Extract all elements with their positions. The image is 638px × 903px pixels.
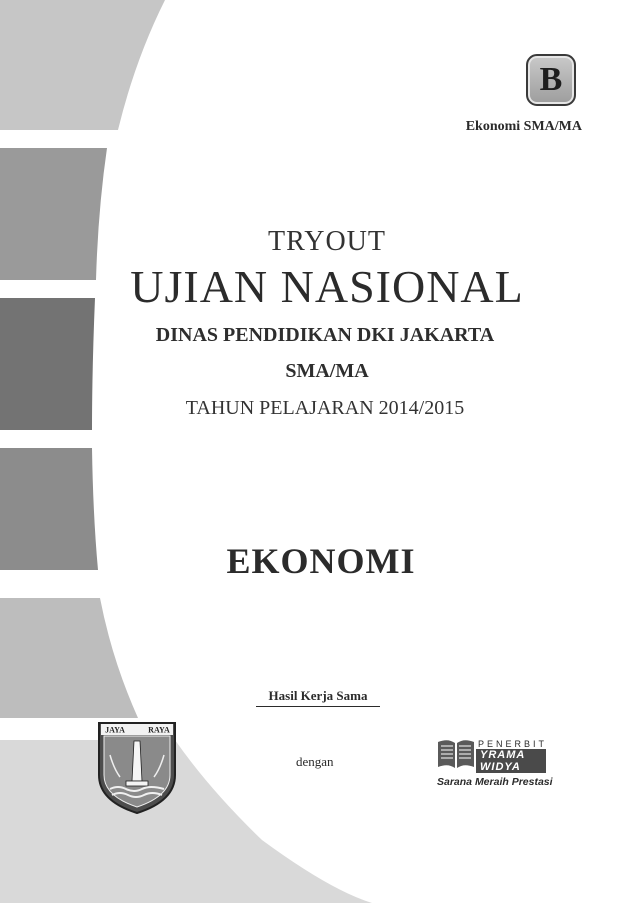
publisher-logo: [436, 736, 553, 796]
band-5: [0, 598, 138, 718]
book-icon: [436, 736, 476, 772]
school-level: SMA/MA: [285, 360, 369, 382]
band-1: [0, 0, 165, 130]
tryout-heading: TRYOUT: [268, 226, 386, 257]
collaboration-label: Hasil Kerja Sama: [256, 688, 380, 707]
publisher-label: PENERBIT: [478, 739, 548, 749]
subject-title: EKONOMI: [226, 541, 416, 581]
crest-text-raya: RAYA: [148, 725, 170, 735]
academic-year: TAHUN PELAJARAN 2014/2015: [185, 397, 465, 419]
publisher-name: YRAMA WIDYA: [476, 749, 546, 773]
crest-text-jaya: JAYA: [105, 725, 125, 735]
version-badge: B: [526, 54, 576, 106]
page-title: UJIAN NASIONAL: [130, 261, 524, 312]
agency-name: DINAS PENDIDIKAN DKI JAKARTA: [155, 324, 495, 346]
jakarta-crest-logo: [96, 719, 178, 815]
with-label: dengan: [296, 754, 334, 769]
publisher-tagline: Sarana Meraih Prestasi: [437, 776, 553, 788]
subject-tag: Ekonomi SMA/MA: [465, 119, 582, 134]
